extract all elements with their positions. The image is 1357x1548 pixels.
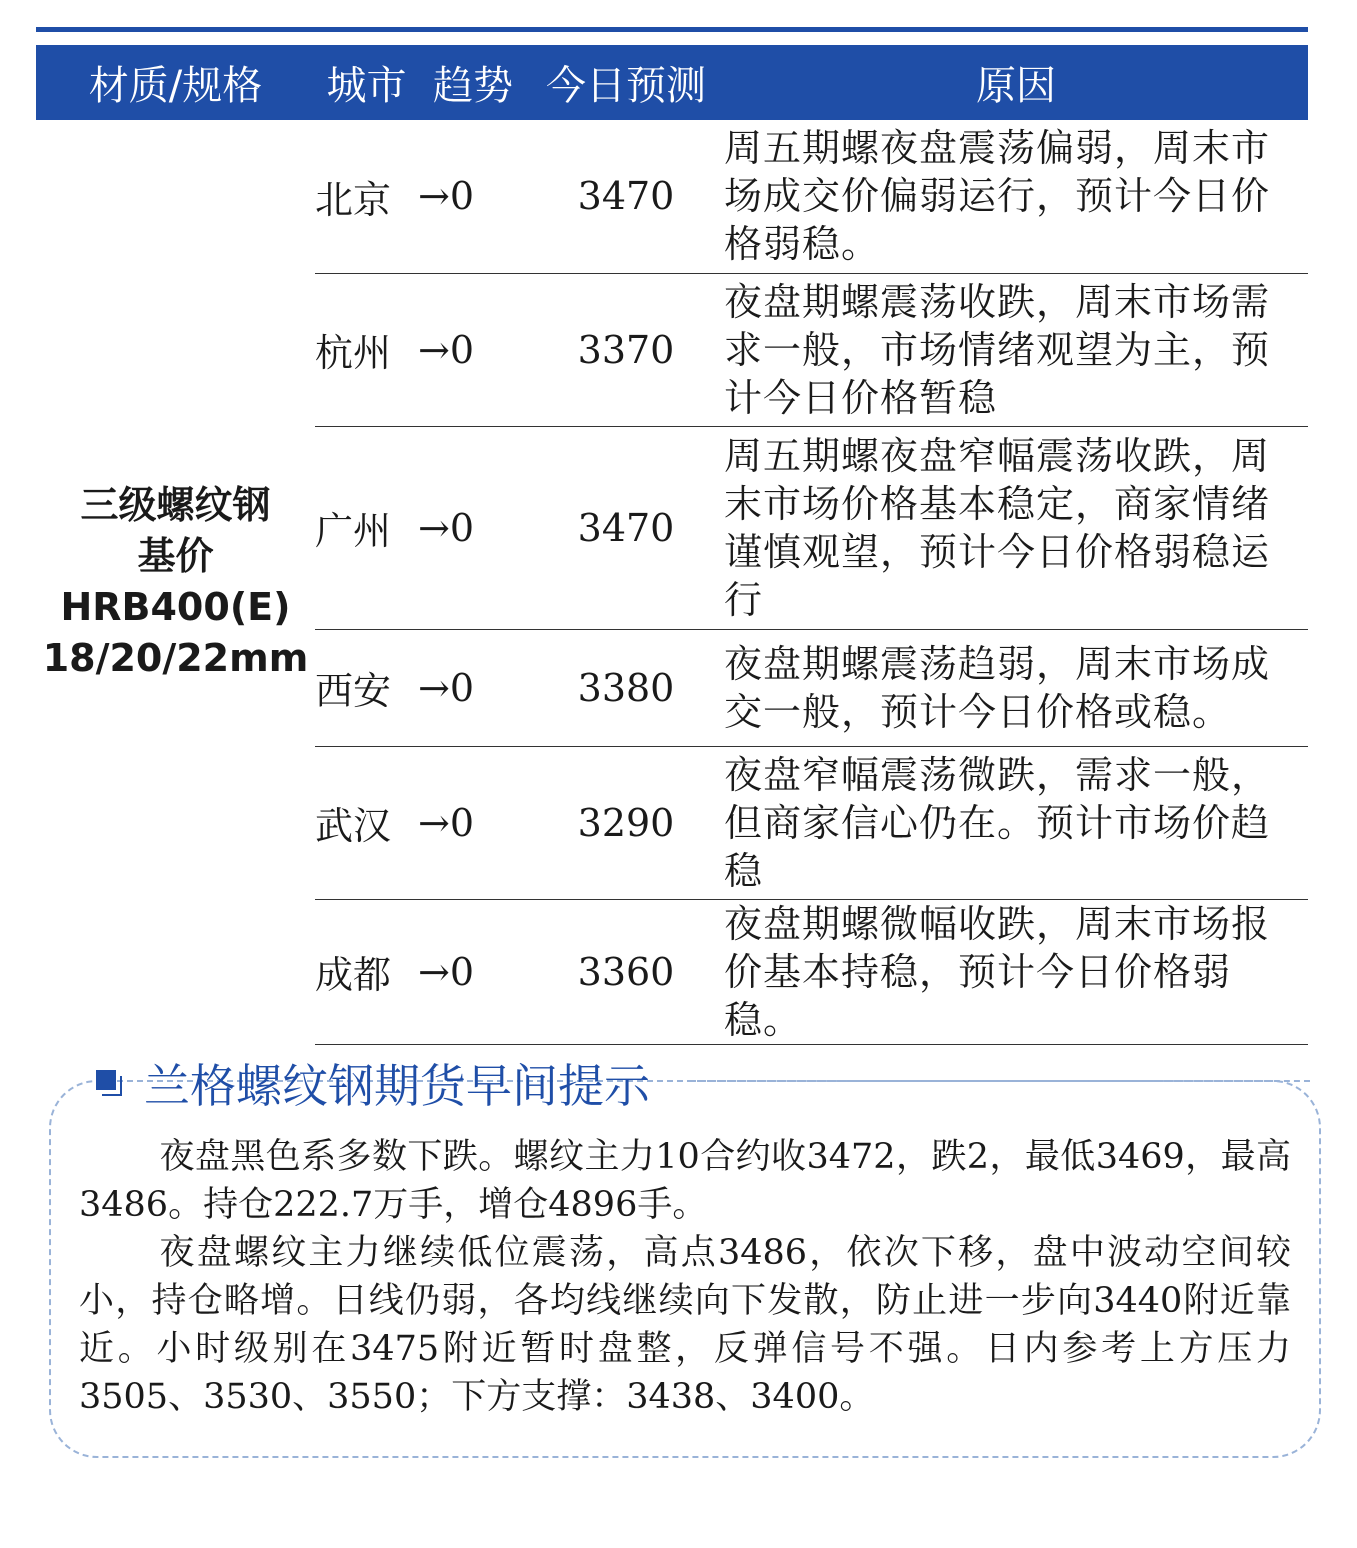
reason-cell: 夜盘期螺震荡趋弱，周末市场成交一般，预计今日价格或稳。	[724, 629, 1308, 746]
table-row	[36, 120, 1308, 273]
trend-cell: →0	[418, 120, 528, 273]
square-bullet-icon	[96, 1070, 116, 1090]
trend-cell: →0	[418, 426, 528, 629]
reason-cell: 夜盘窄幅震荡微跌，需求一般，但商家信心仍在。预计市场价趋稳	[724, 746, 1308, 899]
forecast-cell: 3470	[528, 426, 724, 629]
city-cell: 武汉	[315, 746, 418, 899]
material-size: 18/20/22mm	[42, 636, 309, 680]
material-spec-cell	[36, 120, 315, 1044]
header-reason: 原因	[724, 45, 1308, 120]
top-rule	[36, 27, 1308, 32]
header-material: 材质/规格	[36, 45, 315, 120]
trend-cell: →0	[418, 629, 528, 746]
tips-body	[79, 1133, 1291, 1421]
forecast-cell: 3380	[528, 629, 724, 746]
tips-title: 兰格螺纹钢期货早间提示	[144, 1059, 650, 1113]
tips-paragraph: 夜盘螺纹主力继续低位震荡，高点3486，依次下移，盘中波动空间较小，持仓略增。日线仍弱，各均线继续向下发散，防止进一步向3440附近靠近。小时级别在3475附近暂时盘整，反弹信号不强。日内参考上方压力3505、3530、3550；下方支撑：3438、3400。	[79, 1233, 1291, 1417]
city-cell: 北京	[315, 120, 418, 273]
forecast-cell: 3470	[528, 120, 724, 273]
reason-cell: 周五期螺夜盘窄幅震荡收跌，周末市场价格基本稳定，商家情绪谨慎观望，预计今日价格弱稳运行	[724, 426, 1308, 629]
forecast-cell: 3290	[528, 746, 724, 899]
trend-cell: →0	[418, 273, 528, 426]
title-dashed-rule	[690, 1080, 1310, 1082]
reason-cell: 周五期螺夜盘震荡偏弱，周末市场成交价偏弱运行，预计今日价格弱稳。	[724, 120, 1308, 273]
material-grade: HRB400(E)	[60, 585, 291, 629]
material-name: 三级螺纹钢	[80, 483, 271, 527]
city-cell: 广州	[315, 426, 418, 629]
tips-paragraph: 夜盘黑色系多数下跌。螺纹主力10合约收3472，跌2，最低3469，最高3486。持仓222.7万手，增仓4896手。	[79, 1137, 1291, 1225]
header-forecast: 今日预测	[528, 45, 724, 120]
city-cell: 杭州	[315, 273, 418, 426]
city-cell: 成都	[315, 899, 418, 1044]
reason-cell: 夜盘期螺震荡收跌，周末市场需求一般，市场情绪观望为主，预计今日价格暂稳	[724, 273, 1308, 426]
price-forecast-table	[36, 45, 1308, 1045]
table-header-row	[36, 45, 1308, 120]
trend-cell: →0	[418, 899, 528, 1044]
material-type: 基价	[137, 534, 214, 578]
header-trend: 趋势	[418, 45, 528, 120]
city-cell: 西安	[315, 629, 418, 746]
trend-cell: →0	[418, 746, 528, 899]
tips-header	[94, 1048, 1324, 1113]
header-city: 城市	[315, 45, 418, 120]
forecast-cell: 3370	[528, 273, 724, 426]
forecast-cell: 3360	[528, 899, 724, 1044]
reason-cell: 夜盘期螺微幅收跌，周末市场报价基本持稳，预计今日价格弱稳。	[724, 899, 1308, 1044]
